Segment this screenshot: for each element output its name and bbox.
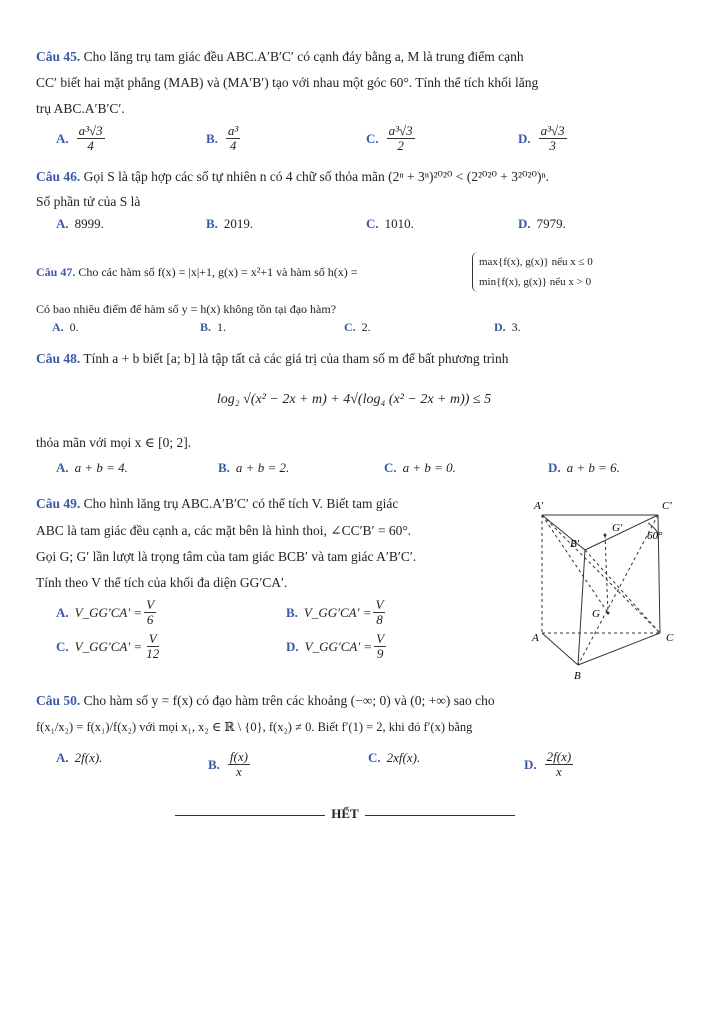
denominator: x	[556, 764, 562, 779]
q48-answer-a[interactable]	[56, 460, 128, 476]
q47-case-1: max{f(x), g(x)} nếu x ≤ 0	[479, 256, 593, 268]
answer-label: B.	[286, 604, 298, 620]
q50-answer-d[interactable]	[524, 750, 575, 779]
q45-number: Câu 45.	[36, 49, 81, 64]
answer-label: B.	[208, 756, 220, 772]
denominator: 9	[376, 646, 384, 661]
q45-text-1: Cho lăng trụ tam giác đều ABC.A′B′C′ có cạnh đáy bằng a, M là trung điểm cạnh	[83, 49, 524, 64]
numerator: 2f(x)	[546, 749, 572, 764]
fraction	[144, 632, 161, 661]
q48-line1	[36, 350, 668, 368]
answer-label: A.	[56, 130, 69, 146]
answer-label: C.	[368, 750, 381, 765]
label-c1: C′	[662, 500, 672, 512]
q46-answer-d[interactable]	[518, 216, 566, 232]
q49-answer-a[interactable]	[56, 598, 158, 627]
answer-label: D.	[286, 638, 299, 654]
answer-text: 1010.	[384, 216, 414, 231]
q45-answer-c[interactable]	[366, 124, 417, 153]
label-angle: 60°	[647, 530, 663, 542]
answer-text: a + b = 4.	[74, 460, 128, 475]
answer-label: D.	[494, 320, 506, 334]
q49-answer-b[interactable]	[286, 598, 387, 627]
fraction	[545, 750, 574, 779]
q45-answers	[36, 124, 668, 152]
answer-text: 3.	[511, 320, 521, 334]
answer-text: a + b = 0.	[402, 460, 456, 475]
q49-answers-row2	[36, 632, 508, 668]
q48-answer-b[interactable]	[218, 460, 289, 476]
q50-answers	[36, 750, 668, 786]
q50-number: Câu 50.	[36, 693, 81, 708]
numerator: a³√3	[540, 123, 565, 138]
q46-line1	[36, 168, 668, 186]
numerator: V	[146, 597, 155, 612]
answer-text: 8999.	[74, 216, 104, 231]
q45-answer-a[interactable]	[56, 124, 107, 153]
q45-line3: trụ ABC.A′B′C′.	[36, 101, 125, 116]
diag-b1-c	[585, 550, 660, 633]
q47-number: Câu 47.	[36, 265, 76, 279]
answer-label: D.	[518, 216, 531, 231]
q50-answer-c[interactable]	[368, 750, 420, 766]
q46-line2: Số phần tử của S là	[36, 194, 141, 209]
q46-answer-a[interactable]	[56, 216, 104, 232]
label-a: A	[532, 632, 539, 644]
end-text: HẾT	[331, 806, 359, 821]
q47-answers	[36, 320, 668, 348]
q46-text-1: Gọi S là tập hợp các số tự nhiên n có 4 chữ số thỏa mãn (2ⁿ + 3ⁿ)²⁰²⁰ < (2²⁰²⁰ + 3²⁰²⁰)ⁿ.	[83, 169, 550, 184]
q49-answer-d[interactable]	[286, 632, 388, 661]
answer-label: D.	[518, 130, 531, 146]
q45-line2: CC′ biết hai mặt phẳng (MAB) và (MA′B′) tạo với nhau một góc 60°. Tính thể tích khối lăng	[36, 75, 539, 90]
answer-label: C.	[384, 460, 397, 475]
answer-text: 1.	[217, 320, 227, 334]
fraction	[387, 124, 415, 153]
q49-number: Câu 49.	[36, 496, 81, 511]
q47-answer-b[interactable]	[200, 320, 226, 335]
answer-label: B.	[206, 130, 218, 146]
q48-formula: log₂ √(x² − 2x + m) + 4√(log₄ (x² − 2x + m)) ≤ 5	[216, 392, 492, 407]
q47-text-1: Cho các hàm số f(x) = |x|+1, g(x) = x²+1 và hàm số h(x) =	[78, 265, 358, 279]
q49-line2: ABC là tam giác đều cạnh a, các mặt bên là hình thoi, ∠CC′B′ = 60°.	[36, 523, 412, 538]
q47-piecewise	[472, 252, 593, 292]
answer-lhs: V_GG′CA′ =	[303, 604, 372, 620]
denominator: 6	[146, 612, 154, 627]
fraction	[228, 750, 250, 779]
end-rule-right	[365, 815, 515, 816]
q46-answer-c[interactable]	[366, 216, 414, 232]
label-b: B	[574, 670, 581, 682]
fraction	[226, 124, 240, 153]
q49-line3: Gọi G; G′ lần lượt là trọng tâm của tam giác BCB′ và tam giác A′B′C′.	[36, 549, 417, 564]
q50-answer-b[interactable]	[208, 750, 252, 779]
q47-line2: Có bao nhiêu điểm để hàm số y = h(x) không tồn tại đạo hàm?	[36, 302, 337, 316]
q48-line2: thỏa mãn với mọi x ∈ [0; 2].	[36, 435, 192, 450]
answer-text: 2.	[361, 320, 371, 334]
denominator: 12	[146, 646, 160, 661]
answer-text: 7979.	[536, 216, 566, 231]
numerator: V	[376, 631, 385, 646]
answer-label: C.	[366, 130, 379, 146]
answer-label: A.	[56, 460, 69, 475]
q48-number: Câu 48.	[36, 351, 81, 366]
numerator: a³	[227, 123, 239, 138]
denominator: 8	[376, 612, 383, 627]
answer-label: B.	[218, 460, 230, 475]
q47-case-2: min{f(x), g(x)} nếu x > 0	[479, 276, 592, 288]
q45-line1	[36, 48, 668, 66]
q48-answers	[36, 460, 668, 488]
answer-lhs: V_GG′CA′ =	[74, 638, 143, 654]
end-marker	[160, 806, 530, 822]
denominator: 4	[229, 138, 237, 153]
answer-text: 0.	[69, 320, 79, 334]
denominator: 4	[87, 138, 94, 153]
answer-label: D.	[548, 460, 561, 475]
answer-text: 2019.	[223, 216, 254, 231]
answer-label: D.	[524, 756, 537, 772]
answer-lhs: V_GG′CA′ =	[304, 638, 373, 654]
q50-line1	[36, 692, 668, 710]
label-a1: A′	[534, 500, 544, 512]
answer-label: C.	[56, 638, 69, 654]
numerator: V	[148, 631, 157, 646]
label-g1: G′	[612, 522, 623, 534]
q50-answer-a[interactable]	[56, 750, 102, 766]
q50-line2: f(x₁/x₂) = f(x₁)/f(x₂) với mọi x₁, x₂ ∈ ℝ \ {0}, f(x₂) ≠ 0. Biết f′(1) = 2, khi đó f′(x) bằng	[36, 720, 473, 734]
label-c: C	[666, 632, 674, 644]
point-g1	[604, 534, 607, 537]
q46-answers	[36, 216, 668, 244]
answer-label: A.	[56, 750, 69, 765]
answer-text: a + b = 6.	[566, 460, 620, 475]
q47-answer-c[interactable]	[344, 320, 371, 335]
end-rule-left	[175, 815, 325, 816]
answer-label: A.	[56, 604, 69, 620]
numerator: a³√3	[78, 123, 103, 138]
edge-a-b	[542, 633, 578, 665]
edge-b1-b	[578, 550, 585, 665]
q48-text-1: Tính a + b biết [a; b] là tập tất cả các giá trị của tham số m để bất phương trình	[83, 351, 509, 366]
answer-label: B.	[206, 216, 218, 231]
q45-answer-d[interactable]	[518, 124, 569, 153]
label-g: G	[592, 608, 600, 620]
diag-a1-c	[542, 515, 660, 633]
numerator: a³√3	[388, 123, 413, 138]
answer-label: C.	[344, 320, 356, 334]
answer-label: C.	[366, 216, 379, 231]
label-b1: B′	[570, 538, 580, 550]
q49-text-1: Cho hình lăng trụ ABC.A′B′C′ có thể tích V. Biết tam giác	[83, 496, 399, 511]
denominator: 3	[549, 138, 556, 153]
diag-c1-b	[578, 515, 658, 665]
edge-b-c	[578, 633, 660, 665]
fraction	[373, 598, 385, 627]
q46-number: Câu 46.	[36, 169, 81, 184]
numerator: V	[375, 597, 384, 612]
answer-label: B.	[200, 320, 212, 334]
answer-text: a + b = 2.	[235, 460, 290, 475]
q49-prism-figure	[520, 495, 690, 685]
answer-text: 2f(x).	[74, 750, 103, 765]
q49-line1	[36, 495, 508, 513]
answer-label: A.	[56, 216, 69, 231]
denominator: x	[236, 764, 242, 779]
fraction	[539, 124, 567, 153]
q46-answer-b[interactable]	[206, 216, 253, 232]
denominator: 2	[397, 138, 404, 153]
q49-answers-row1	[36, 598, 508, 634]
fraction	[77, 124, 105, 153]
q49-answer-c[interactable]	[56, 632, 163, 661]
answer-lhs: V_GG′CA′ =	[74, 604, 143, 620]
q48-answer-c[interactable]	[384, 460, 456, 476]
q47-answer-a[interactable]	[52, 320, 79, 335]
numerator: f(x)	[229, 749, 248, 764]
fraction	[374, 632, 386, 661]
q45-answer-b[interactable]	[206, 124, 242, 153]
q47-answer-d[interactable]	[494, 320, 521, 335]
q48-answer-d[interactable]	[548, 460, 620, 476]
answer-label: A.	[52, 320, 64, 334]
fraction	[144, 598, 156, 627]
point-g	[607, 612, 610, 615]
q50-text-1: Cho hàm số y = f(x) có đạo hàm trên các khoảng (−∞; 0) và (0; +∞) sao cho	[83, 693, 495, 708]
q49-line4: Tính theo V thể tích của khối đa diện GG′CA′.	[36, 575, 288, 590]
answer-text: 2xf(x).	[386, 750, 421, 765]
